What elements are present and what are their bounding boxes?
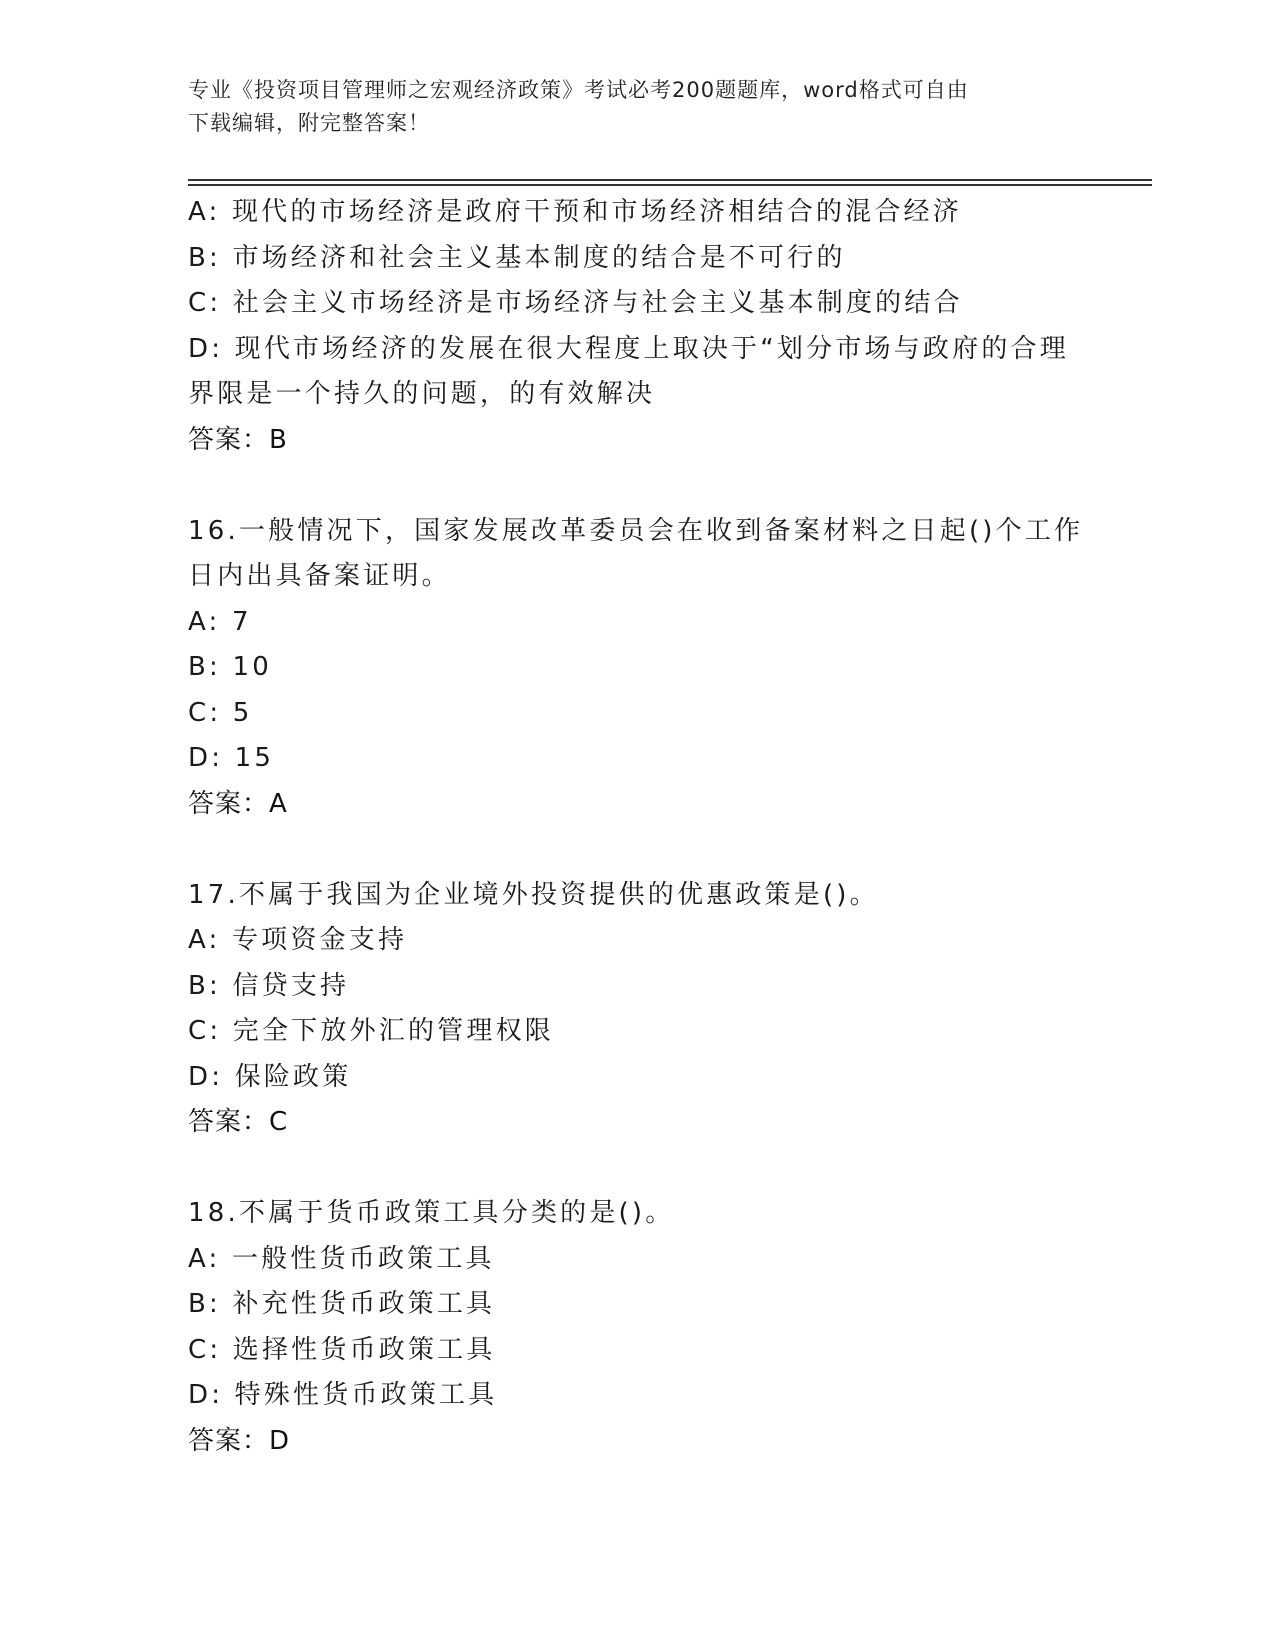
question-15	[188, 190, 1088, 463]
question-stem: 18.不属于货币政策工具分类的是()。	[188, 1198, 675, 1228]
option-a: A: 现代的市场经济是政府干预和市场经济相结合的混合经济	[188, 197, 962, 227]
option-b: B: 10	[188, 652, 272, 682]
option-c: C: 选择性货币政策工具	[188, 1334, 496, 1365]
question-stem: 17.不属于我国为企业境外投资提供的优惠政策是()。	[188, 879, 879, 910]
document-header	[188, 74, 1088, 140]
option-d: D: 特殊性货币政策工具	[188, 1380, 498, 1410]
question-stem: 16.一般情况下，国家发展改革委员会在收到备案材料之日起()个工作	[188, 515, 1084, 546]
answer: 答案：C	[188, 1107, 289, 1137]
question-18	[188, 1191, 1088, 1464]
question-list	[188, 190, 1088, 1464]
option-b: B: 信贷支持	[188, 970, 350, 1001]
option-d: D: 现代市场经济的发展在很大程度上取决于“划分市场与政府的合理	[188, 333, 1069, 364]
spacer	[188, 1146, 1088, 1192]
answer: 答案：A	[188, 788, 288, 819]
question-stem-continued: 日内出具备案证明。	[188, 561, 451, 591]
header-divider-top	[188, 179, 1152, 181]
header-divider-bottom	[188, 184, 1152, 186]
answer: 答案：B	[188, 424, 288, 455]
option-b: B: 补充性货币政策工具	[188, 1289, 496, 1319]
option-a: A: 专项资金支持	[188, 925, 408, 955]
question-17	[188, 873, 1088, 1146]
option-c: C: 5	[188, 697, 253, 728]
option-d-continued: 界限是一个持久的问题，的有效解决	[188, 379, 656, 409]
answer: 答案：D	[188, 1425, 291, 1456]
option-a: A: 一般性货币政策工具	[188, 1243, 495, 1274]
option-a: A: 7	[188, 606, 252, 637]
spacer	[188, 463, 1088, 509]
option-b: B: 市场经济和社会主义基本制度的结合是不可行的	[188, 242, 846, 273]
option-c: C: 完全下放外汇的管理权限	[188, 1016, 554, 1046]
option-d: D: 15	[188, 743, 275, 773]
option-d: D: 保险政策	[188, 1061, 352, 1092]
header-line-2: 下载编辑，附完整答案！	[188, 111, 430, 135]
header-line-1: 专业《投资项目管理师之宏观经济政策》考试必考200题题库，word格式可自由	[188, 78, 969, 102]
question-16	[188, 509, 1088, 828]
option-c: C: 社会主义市场经济是市场经济与社会主义基本制度的结合	[188, 288, 963, 318]
spacer	[188, 827, 1088, 873]
